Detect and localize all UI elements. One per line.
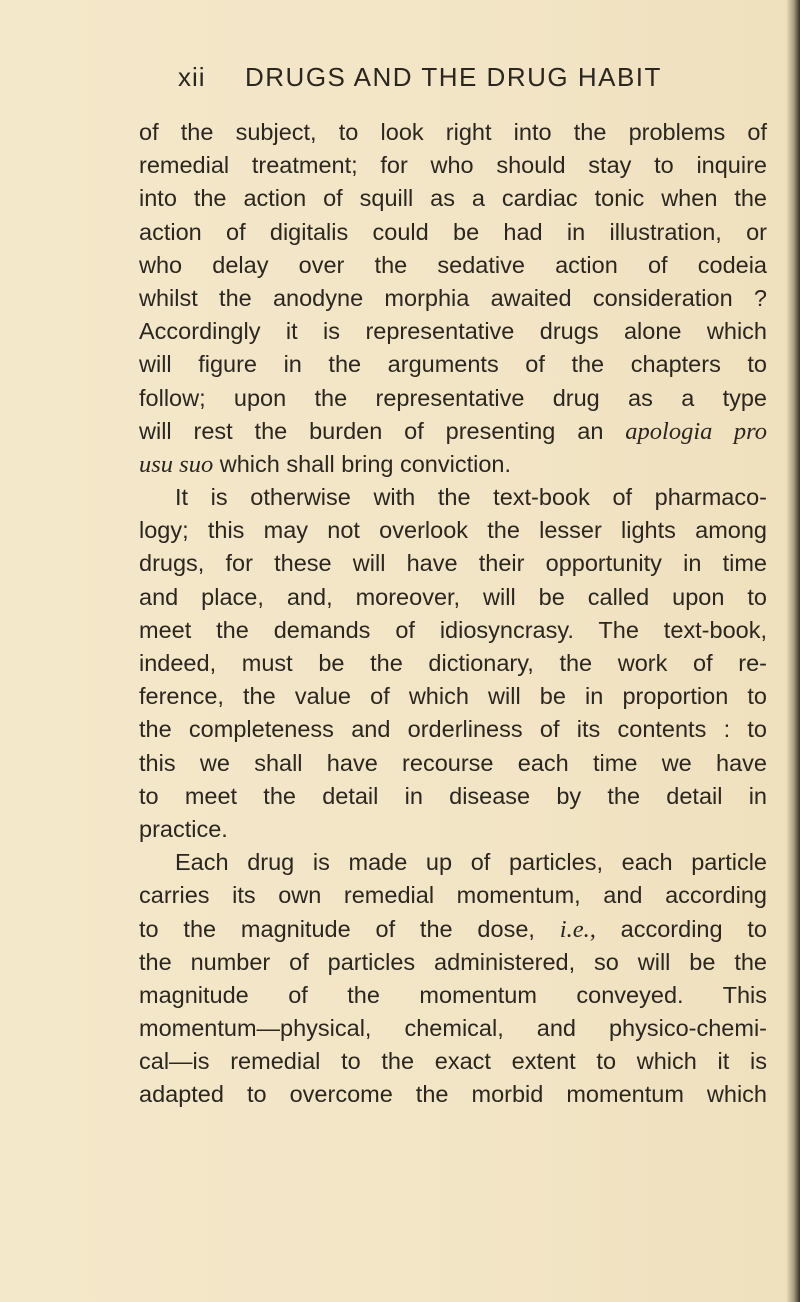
- text-line: into the action of squill as a cardiac tonic when the: [139, 185, 767, 212]
- text-line: will figure in the arguments of the chapters to: [139, 351, 767, 378]
- text-line: [139, 913, 767, 946]
- text-line: [139, 448, 767, 481]
- text-line: adapted to overcome the morbid momentum which: [139, 1081, 767, 1108]
- page-edge-shadow: [786, 0, 800, 1302]
- text-line: magnitude of the momentum conveyed. This: [139, 981, 767, 1008]
- page-header: [0, 62, 800, 96]
- text-line: meet the demands of idiosyncrasy. The text-book,: [139, 616, 767, 643]
- paragraph-start-line: Each drug is made up of particles, each particle: [175, 849, 767, 876]
- text-line: momentum—physical, chemical, and physico-chemi-: [139, 1015, 767, 1042]
- text-segment: according to: [595, 915, 767, 942]
- body-text: [139, 116, 767, 1112]
- running-head: DRUGS AND THE DRUG HABIT: [245, 62, 662, 92]
- text-line: carries its own remedial momentum, and according: [139, 882, 767, 909]
- text-line: who delay over the sedative action of codeia: [139, 251, 767, 278]
- text-line: of the subject, to look right into the problems of: [139, 119, 767, 145]
- text-line: logy; this may not overlook the lesser lights among: [139, 517, 767, 544]
- text-line: indeed, must be the dictionary, the work of re-: [139, 650, 767, 676]
- text-line: ference, the value of which will be in proportion to: [139, 683, 767, 710]
- text-segment: which shall bring conviction.: [213, 450, 512, 477]
- text-line: [139, 415, 767, 448]
- text-line: whilst the anodyne morphia awaited consideration ?: [139, 284, 767, 311]
- paragraph-start-line: It is otherwise with the text-book of pharmaco-: [175, 484, 767, 511]
- text-segment: will rest the burden of presenting an: [139, 417, 626, 444]
- text-line: Accordingly it is representative drugs alone which: [139, 318, 767, 345]
- text-line: remedial treatment; for who should stay to inquire: [139, 152, 767, 179]
- text-line: follow; upon the representative drug as a type: [139, 384, 767, 411]
- italic-phrase: i.e.,: [559, 915, 596, 943]
- text-line: action of digitalis could be had in illustration, or: [139, 218, 767, 245]
- italic-phrase: usu suo: [139, 450, 214, 478]
- text-line: cal—is remedial to the exact extent to which it is: [139, 1048, 767, 1075]
- italic-phrase: apologia pro: [625, 417, 767, 445]
- page-number: xii: [178, 62, 206, 92]
- text-line: to meet the detail in disease by the detail in: [139, 782, 767, 809]
- text-line: this we shall have recourse each time we have: [139, 749, 767, 776]
- text-segment: to the magnitude of the dose,: [139, 915, 560, 942]
- text-line: the number of particles administered, so will be the: [139, 948, 767, 975]
- text-line: drugs, for these will have their opportunity in time: [139, 550, 767, 577]
- text-line: and place, and, moreover, will be called upon to: [139, 583, 767, 610]
- text-line: practice.: [139, 815, 228, 842]
- text-line: the completeness and orderliness of its contents : to: [139, 716, 767, 743]
